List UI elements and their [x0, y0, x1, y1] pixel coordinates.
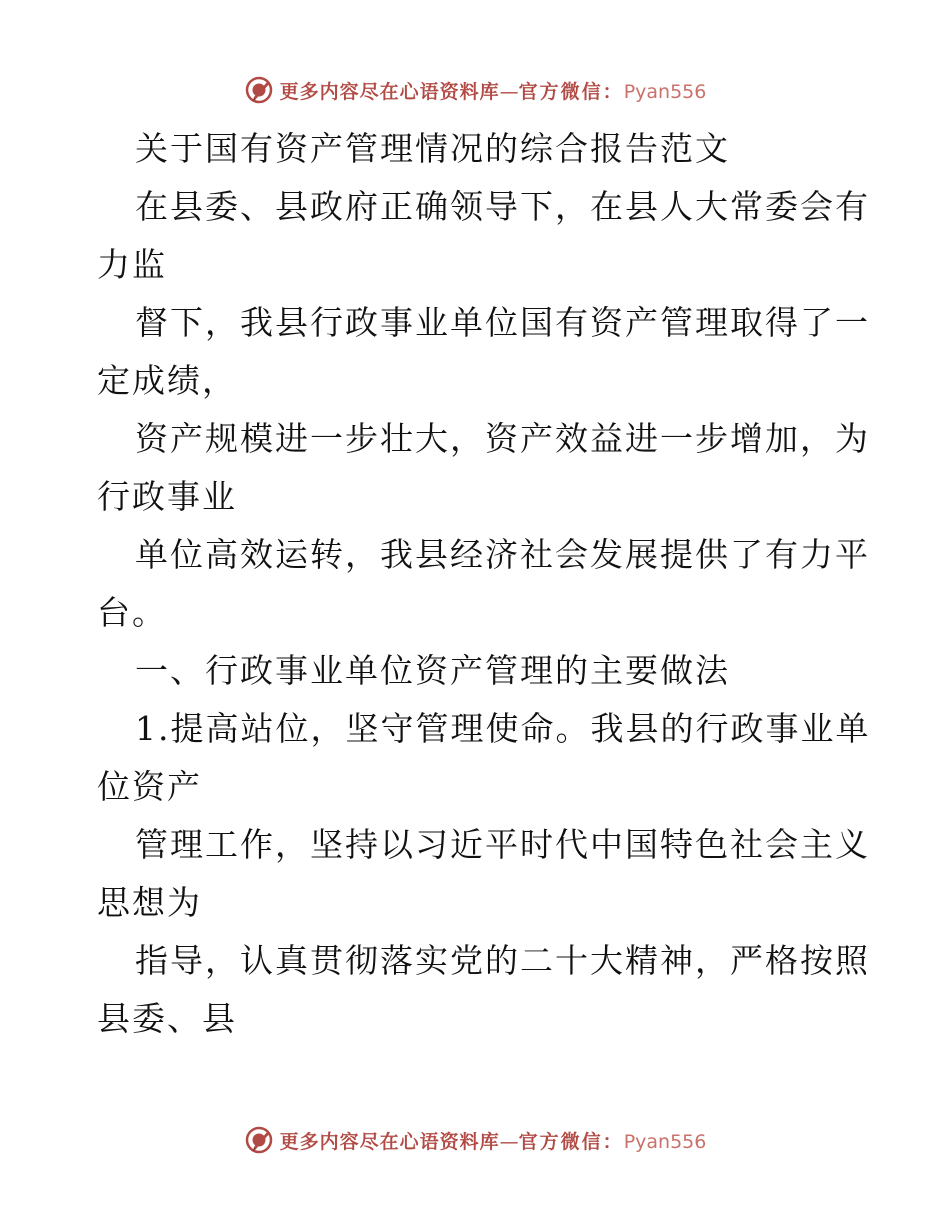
document-body	[97, 120, 871, 1048]
text-line: 督下，我县行政事业单位国有资产管理取得了一	[135, 303, 870, 342]
text-line: 台。	[97, 593, 167, 632]
footer-banner-wechat-id: Pyan556	[623, 1130, 707, 1153]
text-line: 定成绩，	[97, 361, 237, 400]
text-line: 一、行政事业单位资产管理的主要做法	[135, 651, 730, 690]
text-line: 关于国有资产管理情况的综合报告范文	[135, 129, 730, 168]
text-line: 位资产	[97, 767, 202, 806]
header-banner-wechat-id: Pyan556	[623, 80, 707, 103]
text-line: 思想为	[97, 883, 202, 922]
text-line: 指导，认真贯彻落实党的二十大精神，严格按照	[135, 941, 870, 980]
footer-banner-text	[280, 1127, 707, 1154]
header-banner-dash: —	[499, 80, 519, 103]
header-banner-sub: 官方微信：	[518, 80, 624, 103]
footer-banner-main: 更多内容尽在心语资料库	[279, 1130, 500, 1153]
pen-logo-icon	[244, 75, 274, 105]
footer-banner	[0, 1120, 950, 1160]
header-banner-text	[280, 77, 707, 104]
text-line: 1.提高站位，坚守管理使命。我县的行政事业单	[135, 709, 871, 748]
text-line: 行政事业	[97, 477, 237, 516]
text-line: 资产规模进一步壮大，资产效益进一步增加，为	[135, 419, 870, 458]
text-line: 在县委、县政府正确领导下，在县人大常委会有	[135, 187, 870, 226]
text-line: 力监	[97, 245, 167, 284]
header-banner	[0, 70, 950, 110]
text-line: 县委、县	[97, 999, 237, 1038]
text-line: 单位高效运转，我县经济社会发展提供了有力平	[135, 535, 870, 574]
text-line: 管理工作，坚持以习近平时代中国特色社会主义	[135, 825, 870, 864]
footer-banner-dash: —	[499, 1130, 519, 1153]
header-banner-main: 更多内容尽在心语资料库	[279, 80, 500, 103]
pen-logo-icon	[244, 1125, 274, 1155]
footer-banner-sub: 官方微信：	[518, 1130, 624, 1153]
